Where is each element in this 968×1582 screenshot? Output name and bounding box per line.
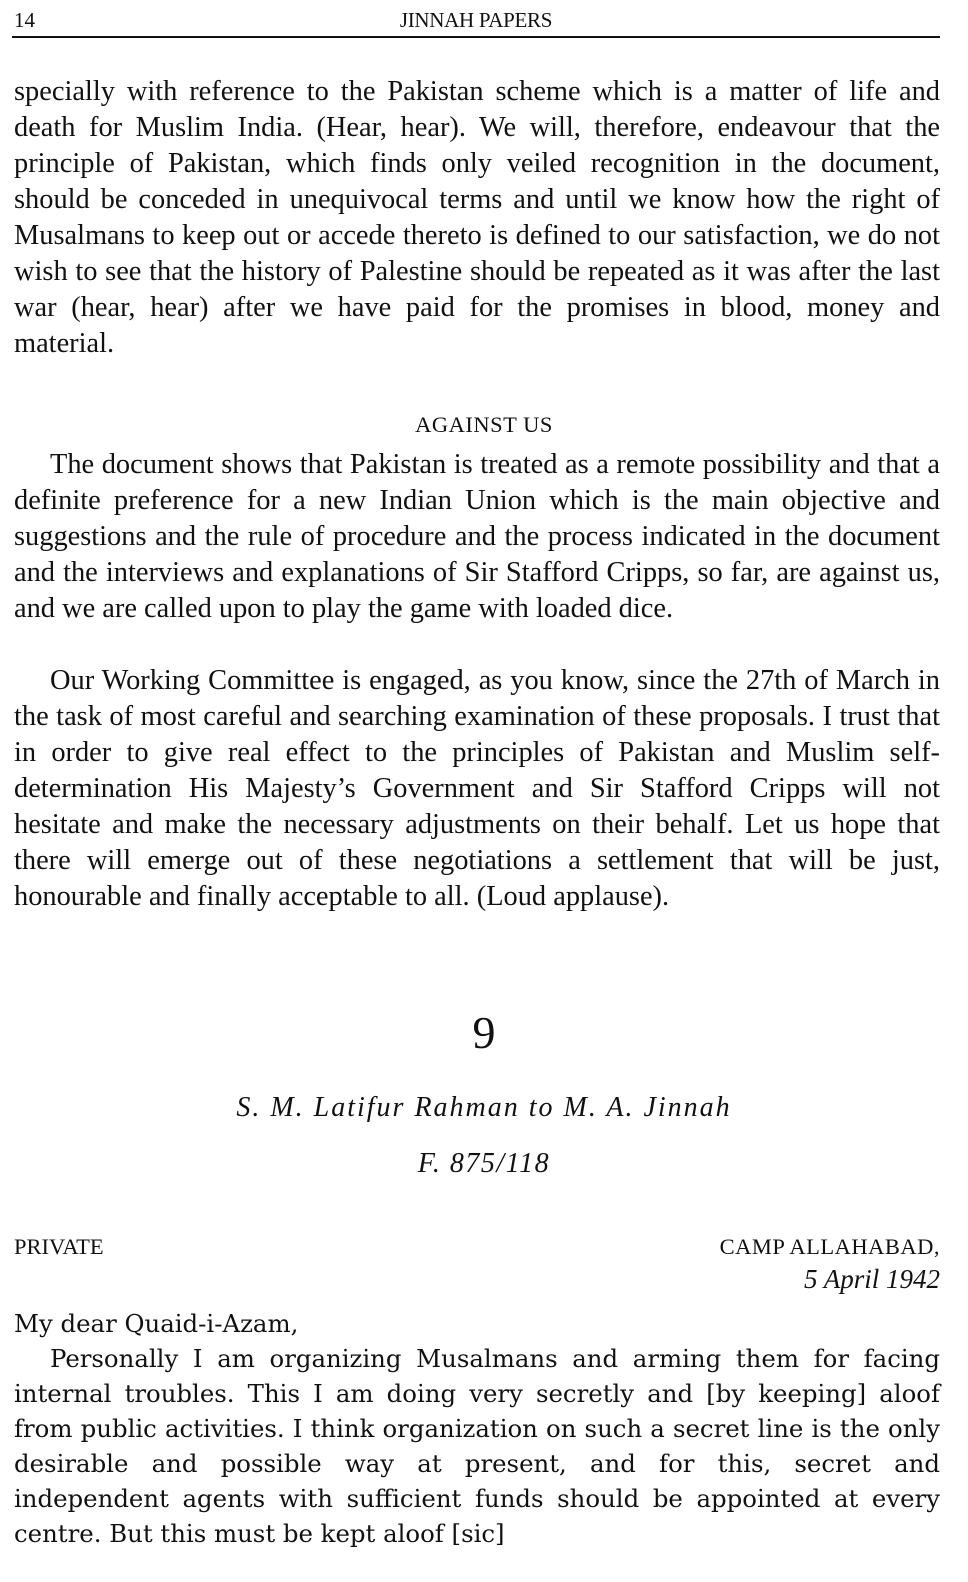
letter-salutation: My dear Quaid-i-Azam, (14, 1309, 299, 1338)
running-title: JINNAH PAPERS (399, 8, 553, 32)
file-reference: F. 875/118 (417, 1148, 551, 1179)
classification-label: PRIVATE (14, 1234, 104, 1259)
document-heading: S. M. Latifur Rahman to M. A. Jinnah (236, 1092, 732, 1123)
paragraph-document-shows: The document shows that Pakistan is treated as a remote possibility and that a definite preference for a new Indian Union which is the main objective and suggestions and the rule of procedure and the process indicated in the document and the interviews and explanations of Sir Stafford Cripps, so far, are against us, and we are called upon to play the game with loaded dice. (14, 449, 940, 624)
letter-date: 5 April 1942 (803, 1264, 940, 1294)
section-heading-against-us: AGAINST US (415, 412, 553, 437)
running-header (12, 6, 940, 38)
letter-body: Personally I am organizing Musalmans and arming them for facing internal troubles. This I am doing very secretly and [by keeping] aloof from public activities. I think organization on such a secret line is the only desirable and possible way at present, and for this, secret and independent agents with sufficient funds should be appointed at every centre. But this must be kept aloof [sic] (14, 1344, 940, 1548)
document-number: 9 (472, 1007, 496, 1058)
letter-place: CAMP ALLAHABAD, (719, 1234, 940, 1259)
paragraph-pakistan-scheme: specially with reference to the Pakistan scheme which is a matter of life and death for Muslim India. (Hear, hear). We will, therefore, endeavour that the principle of Pakistan, which finds only veiled recognition in the document, should be conceded in unequivocal terms and until we know how the right of Musalmans to keep out or accede thereto is defined to our satisfaction, we do not wish to see that the history of Palestine should be repeated as it was after the last war (hear, hear) after we have paid for the promises in blood, money and material. (14, 76, 940, 359)
paragraph-working-committee: Our Working Committee is engaged, as you know, since the 27th of March in the task of most careful and searching examination of these proposals. I trust that in order to give real effect to the principles of Pakistan and Muslim self-determination His Majesty’s Government and Sir Stafford Cripps will not hesitate and make the necessary adjustments on their behalf. Let us hope that there will emerge out of these negotiations a settlement that will be just, honourable and finally acceptable to all. (Loud applause). (14, 665, 940, 912)
page-number: 14 (14, 8, 35, 32)
